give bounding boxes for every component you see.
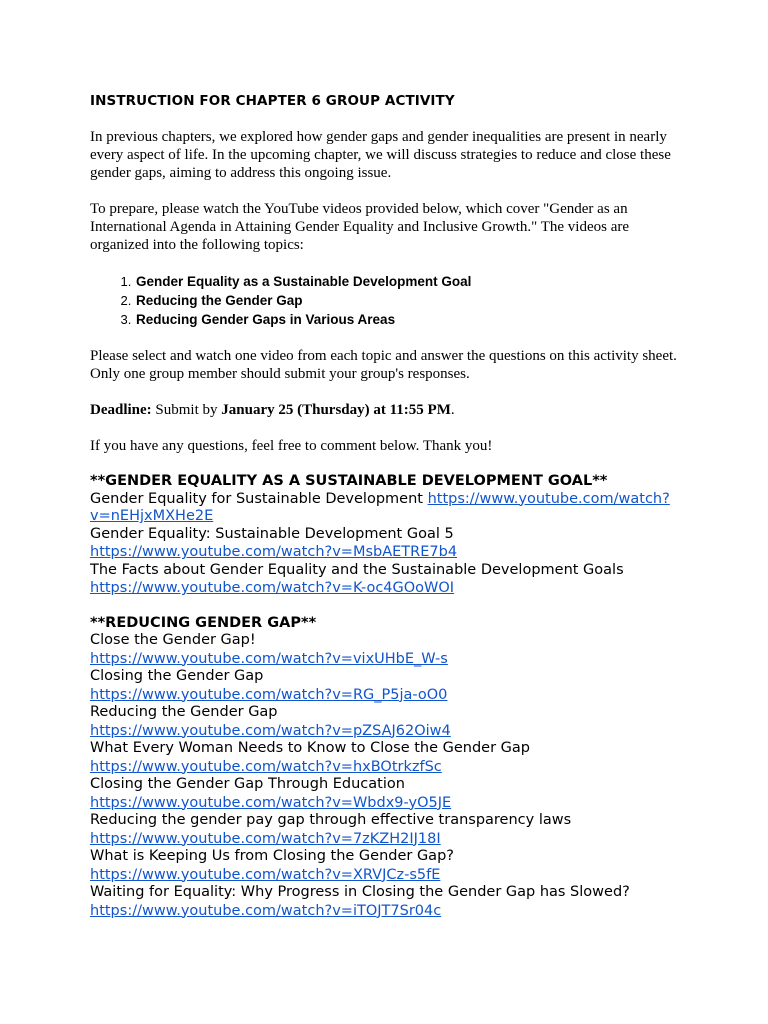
video-entry xyxy=(90,526,690,562)
prepare-paragraph: To prepare, please watch the YouTube videos provided below, which cover "Gender as an International Agenda in Attaining Gender Equality and Inclusive Growth." The videos are organized into the following topics: xyxy=(90,201,630,253)
document-page xyxy=(90,92,690,920)
topic-item: 1. Gender Equality as a Sustainable Development Goal xyxy=(135,272,690,291)
select-paragraph: Please select and watch one video from each topic and answer the questions on this activity sheet. Only one group member should submit your group's responses. xyxy=(90,348,677,382)
video-entry xyxy=(90,884,690,920)
closing-paragraph: If you have any questions, feel free to comment below. Thank you! xyxy=(90,438,493,454)
video-title: The Facts about Gender Equality and the Sustainable Development Goals xyxy=(90,561,624,578)
video-link[interactable]: https://www.youtube.com/watch?v=pZSAJ62Oiw4 xyxy=(90,722,451,739)
video-link[interactable]: https://www.youtube.com/watch?v=iTOJT7Sr04c xyxy=(90,902,442,919)
video-title: Gender Equality: Sustainable Development Goal 5 xyxy=(90,525,454,542)
video-entry xyxy=(90,491,690,526)
topic-item: 3. Reducing Gender Gaps in Various Areas xyxy=(135,310,690,329)
video-entry xyxy=(90,562,690,598)
video-link-continued[interactable]: v=nEHjxMXHe2E xyxy=(90,508,214,524)
video-title: Gender Equality for Sustainable Development xyxy=(90,490,428,507)
video-entry xyxy=(90,632,690,668)
section-heading: **REDUCING GENDER GAP** xyxy=(90,614,317,631)
video-link[interactable]: https://www.youtube.com/watch?v=Wbdx9-yO5JE xyxy=(90,794,452,811)
section-spacer xyxy=(90,598,690,615)
deadline-period: . xyxy=(450,402,455,418)
video-title: Close the Gender Gap! xyxy=(90,632,256,648)
section-reducing-gap xyxy=(90,615,690,921)
video-link[interactable]: https://www.youtube.com/watch?v=RG_P5ja-oO0 xyxy=(90,686,448,703)
deadline-date: January 25 (Thursday) at 11:55 PM xyxy=(221,402,451,418)
video-link[interactable]: https://www.youtube.com/watch?v=MsbAETRE7b4 xyxy=(90,544,458,560)
video-entry xyxy=(90,776,690,812)
video-title: What is Keeping Us from Closing the Gender Gap? xyxy=(90,848,454,864)
video-title: Waiting for Equality: Why Progress in Closing the Gender Gap has Slowed? xyxy=(90,884,630,900)
video-link[interactable]: https://www.youtube.com/watch?v=K-oc4GOoWOI xyxy=(90,580,455,596)
video-title: Reducing the Gender Gap xyxy=(90,704,278,720)
video-link[interactable]: https://www.youtube.com/watch?v=vixUHbE_W-s xyxy=(90,650,448,667)
topic-list xyxy=(90,272,690,329)
intro-paragraph: In previous chapters, we explored how gender gaps and gender inequalities are present in nearly every aspect of life. In the upcoming chapter, we will discuss strategies to reduce and close these gender gaps, aiming to address this ongoing issue. xyxy=(90,129,671,181)
video-link[interactable]: https://www.youtube.com/watch?v=7zKZH2IJ18I xyxy=(90,830,441,847)
video-title: Closing the Gender Gap Through Education xyxy=(90,776,405,792)
video-entry xyxy=(90,740,690,776)
page-title: INSTRUCTION FOR CHAPTER 6 GROUP ACTIVITY xyxy=(90,93,455,109)
video-entry xyxy=(90,704,690,740)
deadline-label: Deadline: xyxy=(90,402,152,418)
video-title: Closing the Gender Gap xyxy=(90,668,264,684)
video-link[interactable]: https://www.youtube.com/watch?v=hxBOtrkzfSc xyxy=(90,758,442,775)
deadline-text: Submit by xyxy=(151,402,222,418)
section-sdg xyxy=(90,473,690,598)
video-entry xyxy=(90,848,690,884)
video-title: Reducing the gender pay gap through effective transparency laws xyxy=(90,812,572,828)
deadline-paragraph xyxy=(90,401,690,419)
video-entry xyxy=(90,668,690,704)
video-entry xyxy=(90,812,690,848)
video-title: What Every Woman Needs to Know to Close the Gender Gap xyxy=(90,740,530,756)
topic-item: 2. Reducing the Gender Gap xyxy=(135,291,690,310)
video-link[interactable]: https://www.youtube.com/watch?v=XRVJCz-s5fE xyxy=(90,866,441,883)
section-heading: **GENDER EQUALITY AS A SUSTAINABLE DEVELOPMENT GOAL** xyxy=(90,473,608,489)
video-link[interactable]: https://www.youtube.com/watch? xyxy=(427,490,670,507)
